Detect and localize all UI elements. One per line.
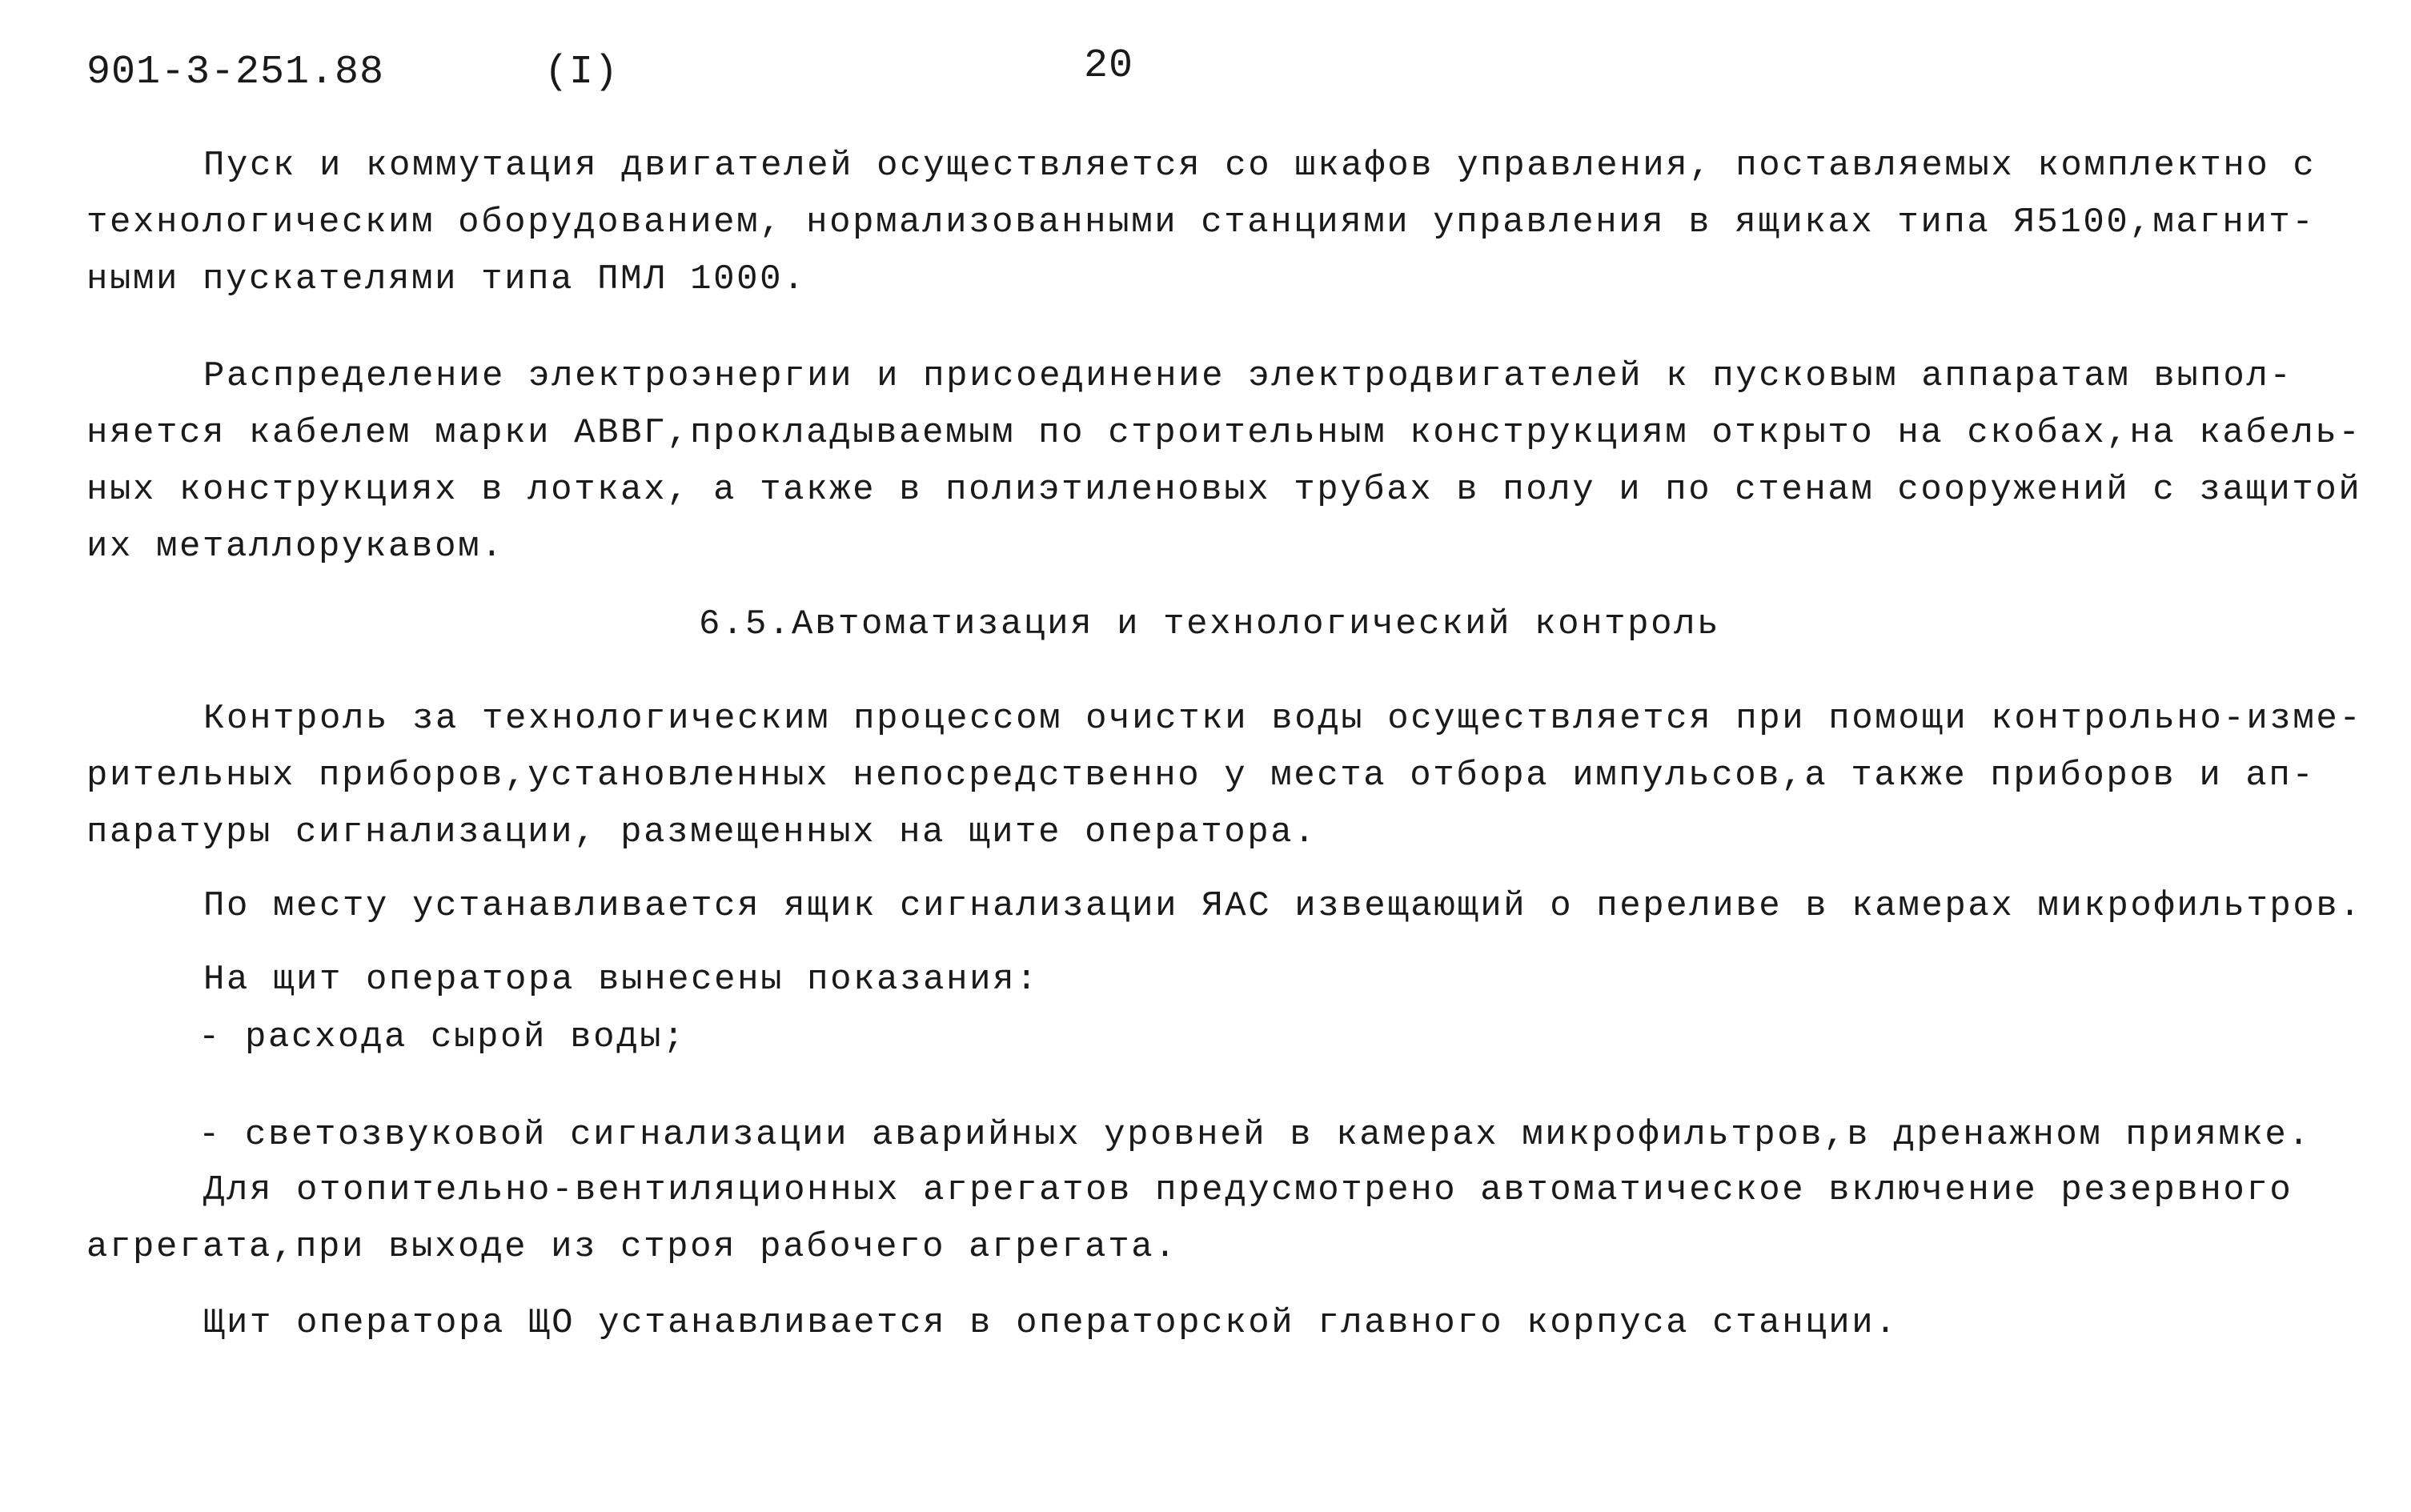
paragraph-3-line: паратуры сигнализации, размещенных на щите оператора. (86, 812, 1318, 852)
paragraph-3-line: рительных приборов,установленных непосредственно у места отбора импульсов,а также приборов и ап- (86, 756, 2316, 796)
paragraph-2-line: Распределение электроэнергии и присоединение электродвигателей к пусковым аппаратам выпол- (203, 356, 2293, 396)
paragraph-1-line: Пуск и коммутация двигателей осуществляется со шкафов управления, поставляемых комплектно с (203, 146, 2317, 186)
paragraph-2-line: их металлорукавом. (86, 527, 505, 567)
document-part: (I) (544, 50, 620, 95)
paragraph-1-line: технологическим оборудованием, нормализованными станциями управления в ящиках типа Я5100,магнит- (86, 203, 2316, 243)
paragraph-2-line: ных конструкциях в лотках, а также в полиэтиленовых трубах в полу и по стенам сооружений с защитой (86, 470, 2362, 510)
paragraph-4: По месту устанавливается ящик сигнализации ЯАС извещающий о переливе в камерах микрофильтров. (203, 886, 2363, 926)
paragraph-5: На щит оператора вынесены показания: (203, 960, 1040, 1000)
page-number: 20 (1084, 43, 1134, 89)
paragraph-1-line: ными пускателями типа ПМЛ 1000. (86, 259, 807, 299)
paragraph-3-line: Контроль за технологическим процессом очистки воды осуществляется при помощи контрольно-изме- (203, 699, 2363, 739)
bullet-item: - расхода сырой воды; (199, 1017, 687, 1057)
section-title: 6.5.Автоматизация и технологический контроль (699, 604, 1721, 644)
paragraph-2-line: няется кабелем марки АВВГ,прокладываемым по строительным конструкциям открыто на скобах,на кабель- (86, 413, 2362, 453)
bullet-item: - светозвуковой сигнализации аварийных уровней в камерах микрофильтров,в дренажном приямке. (199, 1115, 2312, 1155)
paragraph-6-line: агрегата,при выходе из строя рабочего агрегата. (86, 1227, 1178, 1267)
paragraph-7: Щит оператора ЩО устанавливается в операторской главного корпуса станции. (203, 1303, 1899, 1343)
document-code: 901-3-251.88 (86, 50, 385, 95)
paragraph-6-line: Для отопительно-вентиляционных агрегатов предусмотрено автоматическое включение резервного (203, 1170, 2293, 1210)
